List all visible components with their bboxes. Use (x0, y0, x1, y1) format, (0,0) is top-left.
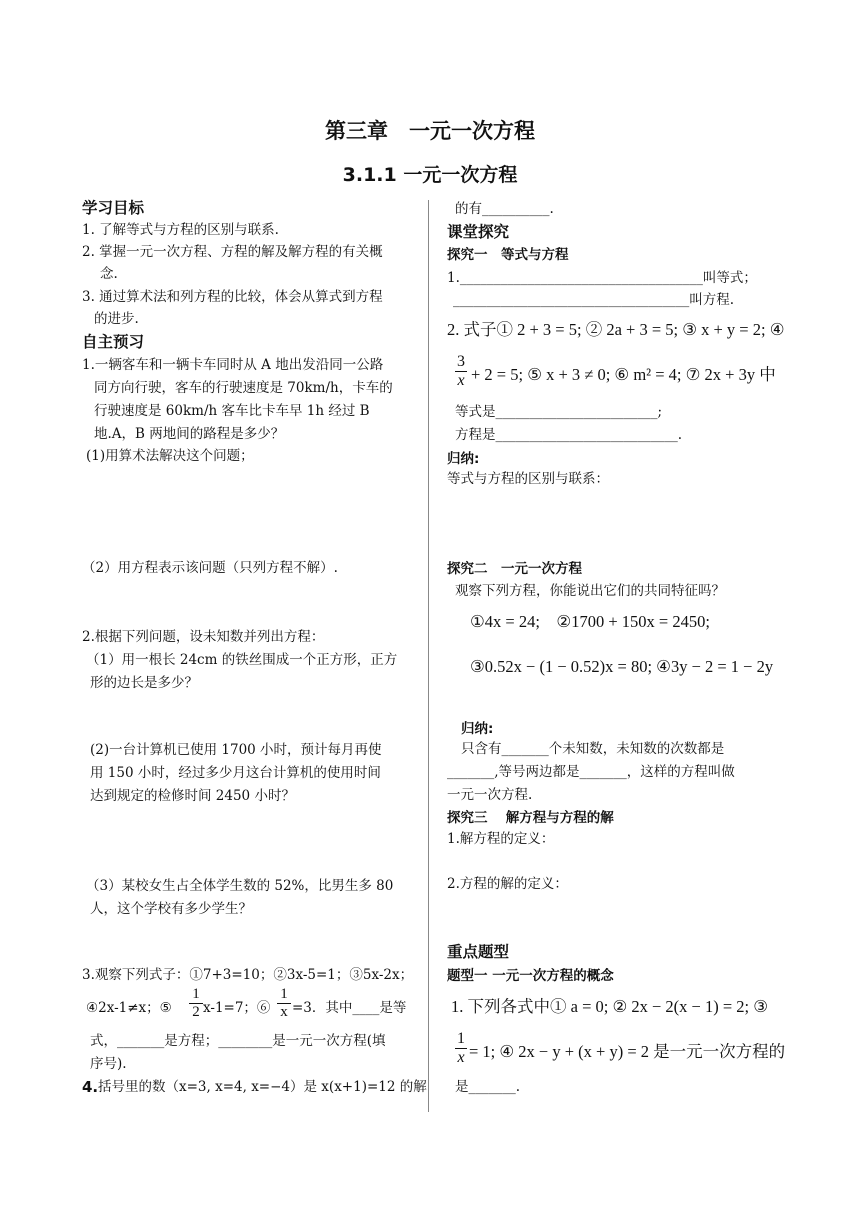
explore-one-heading: 探究一 等式与方程 (447, 247, 569, 263)
question-line: 同方向行驶，客车的行驶速度是 70km/h，卡车的 (94, 380, 393, 396)
question-part: （2）用方程表示该问题（只列方程不解）. (82, 560, 338, 576)
column-divider (428, 200, 429, 1112)
equation-row: ③0.52x − (1 − 0.52)x = 80; ④3y − 2 = 1 − 2y (470, 657, 774, 676)
question-line: （1）用一根长 24cm 的铁丝围成一个正方形，正方 (86, 652, 398, 668)
question-line: 2.方程的解的定义： (447, 876, 568, 892)
question-line: 序号). (90, 1056, 127, 1072)
fraction-numerator: 1 (457, 1030, 465, 1047)
question-line: 的有__________. (455, 201, 554, 217)
question-line: 形的边长是多少？ (90, 675, 198, 691)
fraction-numerator: 1 (192, 986, 200, 1002)
fill-line: 方程是___________________________. (455, 427, 683, 443)
question-line: 地.A，B 两地间的路程是多少？ (94, 426, 285, 442)
question-line: （3）某校女生占全体学生数的 52%，比男生多 80 (86, 878, 394, 894)
question-line: 2.根据下列问题，设未知数并列出方程： (82, 629, 325, 645)
fraction-denominator: x (457, 1049, 465, 1066)
goal-line: 念. (100, 266, 118, 282)
question-line: 1.一辆客车和一辆卡车同时从 A 地出发沿同一公路 (82, 357, 384, 373)
fill-line: 是_______. (455, 1079, 521, 1095)
goal-line: 1. 了解等式与方程的区别与联系. (82, 222, 279, 238)
summary-text: 只含有_______个未知数，未知数的次数都是 (461, 741, 725, 757)
summary-text: _______,等号两边都是_______，这样的方程叫做 (447, 764, 735, 780)
expression-line: + 2 = 5; ⑤ x + 3 ≠ 0; ⑥ m² = 4; ⑦ 2x + 3y 中 (471, 365, 776, 384)
question-line: 达到规定的检修时间 2450 小时？ (90, 788, 295, 804)
summary-text: 一元一次方程. (447, 787, 533, 803)
question-number: 4. (82, 1078, 99, 1096)
expression-line: 2. 式子① 2 + 3 = 5; ② 2a + 3 = 5; ③ x + y = 2; ④ (447, 320, 785, 339)
question-line: 用 150 小时，经过多少月这台计算机的使用时间 (90, 765, 381, 781)
fraction-denominator: 2 (192, 1004, 200, 1020)
question-line: 行驶速度是 60km/h 客车比卡车早 1h 经过 B (94, 403, 370, 419)
preview-heading: 自主预习 (82, 333, 145, 351)
question-line: 观察下列方程，你能说出它们的共同特征吗？ (455, 583, 725, 599)
question-line: x-1=7；⑥ (203, 1000, 271, 1016)
fraction-half (189, 986, 203, 1021)
fraction-one-over-x (455, 1030, 467, 1067)
fraction-denominator: x (457, 372, 465, 389)
summary-heading: 归纳: (461, 721, 494, 737)
goals-heading: 学习目标 (82, 199, 145, 217)
question-part: (1)用算术法解决这个问题； (86, 448, 254, 464)
question-line: 3.观察下列式子：①7+3=10；②3x-5=1；③5x-2x； (82, 967, 414, 983)
type-one-heading: 题型一 一元一次方程的概念 (447, 968, 614, 984)
question-line: 括号里的数（x=3, x=4, x=−4）是 x(x+1)=12 的解 (98, 1079, 427, 1095)
explore-three-heading: 探究三 解方程与方程的解 (447, 810, 614, 826)
key-types-heading: 重点题型 (447, 943, 510, 961)
question-line: 1.解方程的定义： (447, 831, 555, 847)
question-line: 式，_______是方程；________是一元一次方程(填 (90, 1033, 386, 1049)
summary-text: 等式与方程的区别与联系： (447, 471, 609, 487)
fraction-numerator: 1 (280, 986, 288, 1002)
equation-row: ①4x = 24; ②1700 + 150x = 2450; (470, 612, 710, 631)
fill-line: 等式是________________________; (455, 404, 663, 420)
question-line: (2)一台计算机已使用 1700 小时，预计每月再使 (90, 742, 382, 758)
fraction-denominator: x (280, 1004, 288, 1020)
explore-two-heading: 探究二 一元一次方程 (447, 561, 582, 577)
explore-heading: 课堂探究 (447, 223, 510, 241)
fraction-one-over-x (277, 986, 291, 1021)
fraction-numerator: 3 (457, 353, 465, 370)
expression-line: 1. 下列各式中① a = 0; ② 2x − 2(x − 1) = 2; ③ (451, 997, 769, 1016)
expression-line: = 1; ④ 2x − y + (x + y) = 2 是一元一次方程的 (469, 1042, 786, 1061)
chapter-title: 第三章 一元一次方程 (325, 119, 535, 143)
question-line: =3．其中____是等 (292, 1000, 407, 1016)
fraction-three-over-x (455, 353, 467, 390)
fill-line: 1.____________________________________叫等式； (447, 270, 757, 286)
goal-line: 的进步. (94, 311, 139, 327)
question-line: ④2x-1≠x；⑤ (86, 1000, 172, 1016)
goal-line: 2. 掌握一元一次方程、方程的解及解方程的有关概 (82, 244, 383, 260)
section-title: 3.1.1 一元一次方程 (342, 164, 518, 186)
fill-line: ___________________________________叫方程. (453, 292, 735, 308)
question-line: 人，这个学校有多少学生？ (90, 901, 252, 917)
goal-line: 3. 通过算术法和列方程的比较，体会从算式到方程 (82, 289, 383, 305)
summary-heading: 归纳: (447, 451, 480, 467)
